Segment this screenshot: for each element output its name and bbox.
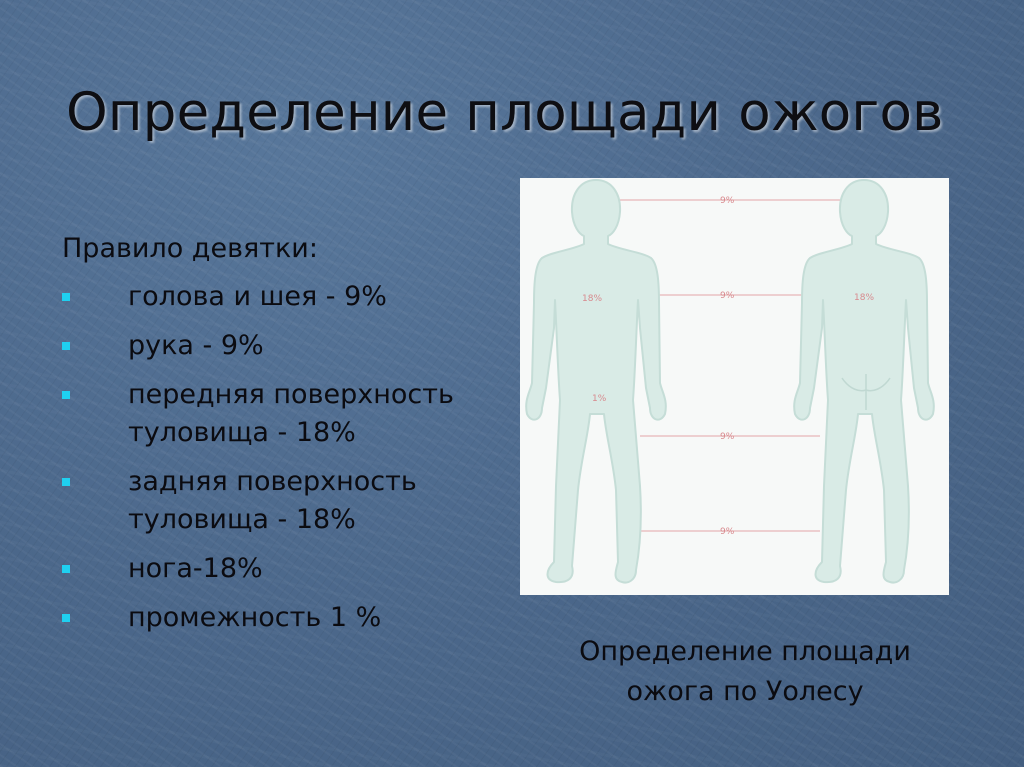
diagram-label-back-trunk: 18% xyxy=(854,293,875,303)
square-bullet-icon xyxy=(62,293,70,301)
body-diagram xyxy=(520,178,949,595)
list-item-text: промежность 1 % xyxy=(128,602,382,633)
list-item-text: нога-18% xyxy=(128,553,263,584)
diagram-label-perineum: 1% xyxy=(592,394,607,404)
square-bullet-icon xyxy=(62,391,70,399)
back-body-figure xyxy=(794,180,934,583)
diagram-label-lower-leg: 9% xyxy=(720,527,735,537)
slide-title: Определение площади ожогов xyxy=(66,82,944,143)
list-item xyxy=(62,463,502,539)
diagram-caption xyxy=(545,632,945,712)
square-bullet-icon xyxy=(62,614,70,622)
list-item xyxy=(62,599,502,637)
diagram-label-arm: 9% xyxy=(720,291,735,301)
square-bullet-icon xyxy=(62,342,70,350)
diagram-label-thigh: 9% xyxy=(720,432,735,442)
list-item-text: голова и шея - 9% xyxy=(128,281,387,312)
front-body-figure xyxy=(526,180,666,583)
list-item-text: передняя поверхность туловища - 18% xyxy=(128,379,454,448)
body-diagram-panel xyxy=(520,178,949,595)
square-bullet-icon xyxy=(62,478,70,486)
list-item-text: рука - 9% xyxy=(128,330,264,361)
caption-line-1: Определение площади xyxy=(579,636,911,667)
caption-line-2: ожога по Уолесу xyxy=(626,676,864,707)
square-bullet-icon xyxy=(62,565,70,573)
rule-list xyxy=(62,278,502,637)
diagram-label-front-trunk: 18% xyxy=(582,294,603,304)
diagram-label-head: 9% xyxy=(720,196,735,206)
list-item-text: задняя поверхность туловища - 18% xyxy=(128,466,417,535)
list-item xyxy=(62,376,502,452)
rule-of-nines-block xyxy=(62,232,502,648)
rule-heading: Правило девятки: xyxy=(62,233,318,264)
list-item xyxy=(62,327,502,365)
list-item xyxy=(62,550,502,588)
list-item xyxy=(62,278,502,316)
